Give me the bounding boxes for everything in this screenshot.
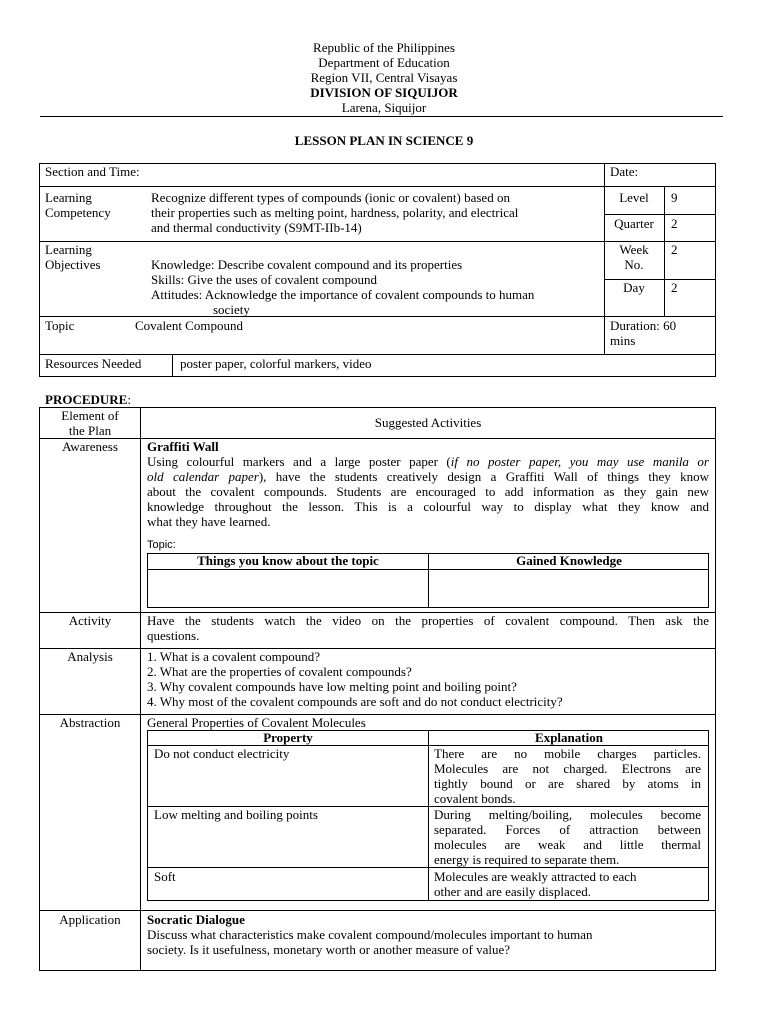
question-3: 3. Why covalent compounds have low melting point and boiling point? (147, 679, 517, 694)
graffiti-wall-title: Graffiti Wall (147, 439, 219, 454)
graffiti-col-known: Things you know about the topic (197, 553, 379, 568)
analysis-label: Analysis (67, 649, 113, 664)
topic-label: Topic (45, 318, 75, 333)
activity-label: Activity (68, 613, 112, 628)
competency-label: Learning Competency (45, 190, 111, 220)
duration: Duration: 60 mins (610, 318, 677, 348)
competency-text: Recognize different types of compounds (ionic or covalent) based on their properties such as melting point, hardness, polarity, and electrical and thermal conductivity (S9MT-IIb-14) (151, 190, 519, 235)
properties-col-explanation: Explanation (535, 730, 603, 745)
document-header (0, 40, 768, 115)
explanation-row-1: There are no mobile charges particles. Molecules are not charged. Electrons are tightly bound or are shared by atoms in covalent bonds. (434, 746, 701, 806)
header-rule (40, 116, 723, 117)
quarter-value: 2 (671, 216, 678, 231)
resources-value: poster paper, colorful markers, video (180, 356, 372, 371)
date-label: Date: (610, 164, 639, 179)
properties-col-property: Property (263, 730, 313, 745)
awareness-label: Awareness (62, 439, 118, 454)
objective-knowledge: Knowledge: Describe covalent compound and its properties (151, 257, 463, 272)
topic-value: Covalent Compound (135, 318, 243, 333)
header-region: Region VII, Central Visayas (310, 70, 458, 85)
resources-label: Resources Needed (45, 356, 142, 371)
application-label: Application (59, 912, 121, 927)
property-row-3: Soft (154, 869, 176, 884)
quarter-label: Quarter (614, 216, 654, 231)
abstraction-intro: General Properties of Covalent Molecules (147, 715, 366, 730)
activity-content: Have the students watch the video on the properties of covalent compound. Then ask the questions. (147, 613, 709, 643)
objective-skills: Skills: Give the uses of covalent compound (151, 272, 378, 287)
header-division: DIVISION OF SIQUIJOR (310, 85, 458, 100)
explanation-row-2: During melting/boiling, molecules become separated. Forces of attraction between molecules are weak and little thermal energy is required to separate them. (434, 807, 701, 867)
week-label: Week No. (619, 242, 649, 272)
property-row-2: Low melting and boiling points (154, 807, 318, 822)
objectives-label: Learning Objectives (45, 242, 101, 272)
day-label: Day (623, 280, 645, 295)
graffiti-topic-label: Topic: (147, 539, 176, 551)
analysis-questions (147, 649, 709, 709)
objectives-text: Knowledge: Describe covalent compound and its properties Skills: Give the uses of covalent compound Attitudes: Acknowledge the importance of covalent compounds to human society (151, 257, 601, 317)
question-1: 1. What is a covalent compound? (147, 649, 321, 664)
header-department: Department of Education (318, 55, 450, 70)
objective-attitudes: Attitudes: Acknowledge the importance of covalent compounds to human (151, 287, 535, 302)
socratic-dialogue-title: Socratic Dialogue (147, 912, 245, 927)
procedure-heading: PROCEDURE: (45, 392, 131, 407)
level-label: Level (619, 190, 649, 205)
abstraction-label: Abstraction (59, 715, 121, 730)
section-time-label: Section and Time: (45, 164, 140, 179)
header-location: Larena, Siquijor (341, 100, 427, 115)
question-4: 4. Why most of the covalent compounds are soft and do not conduct electricity? (147, 694, 563, 709)
day-value: 2 (671, 280, 678, 295)
page-title: LESSON PLAN IN SCIENCE 9 (294, 133, 474, 148)
col-activities-header: Suggested Activities (374, 415, 482, 430)
property-row-1: Do not conduct electricity (154, 746, 290, 761)
level-value: 9 (671, 190, 678, 205)
awareness-content: Graffiti Wall Using colourful markers and a large poster paper (if no poster paper, you may use manila or old calendar paper), have the students creatively design a Graffiti Wall of things they know about the covalent compounds. Students are encouraged to add information as they gain new knowledge throughout the lesson. This is a colourful way to display what they know and what they have learned. (147, 439, 710, 529)
application-content: Socratic Dialogue Discuss what characteristics make covalent compound/molecules important to human society. Is it usefulness, monetary worth or another measure of value? (147, 912, 709, 957)
header-republic: Republic of the Philippines (313, 40, 455, 55)
explanation-row-3: Molecules are weakly attracted to each other and are easily displaced. (434, 869, 637, 899)
week-value: 2 (671, 242, 678, 257)
graffiti-col-gained: Gained Knowledge (516, 553, 622, 568)
question-2: 2. What are the properties of covalent compounds? (147, 664, 412, 679)
col-element-header: Element of the Plan (61, 408, 119, 438)
